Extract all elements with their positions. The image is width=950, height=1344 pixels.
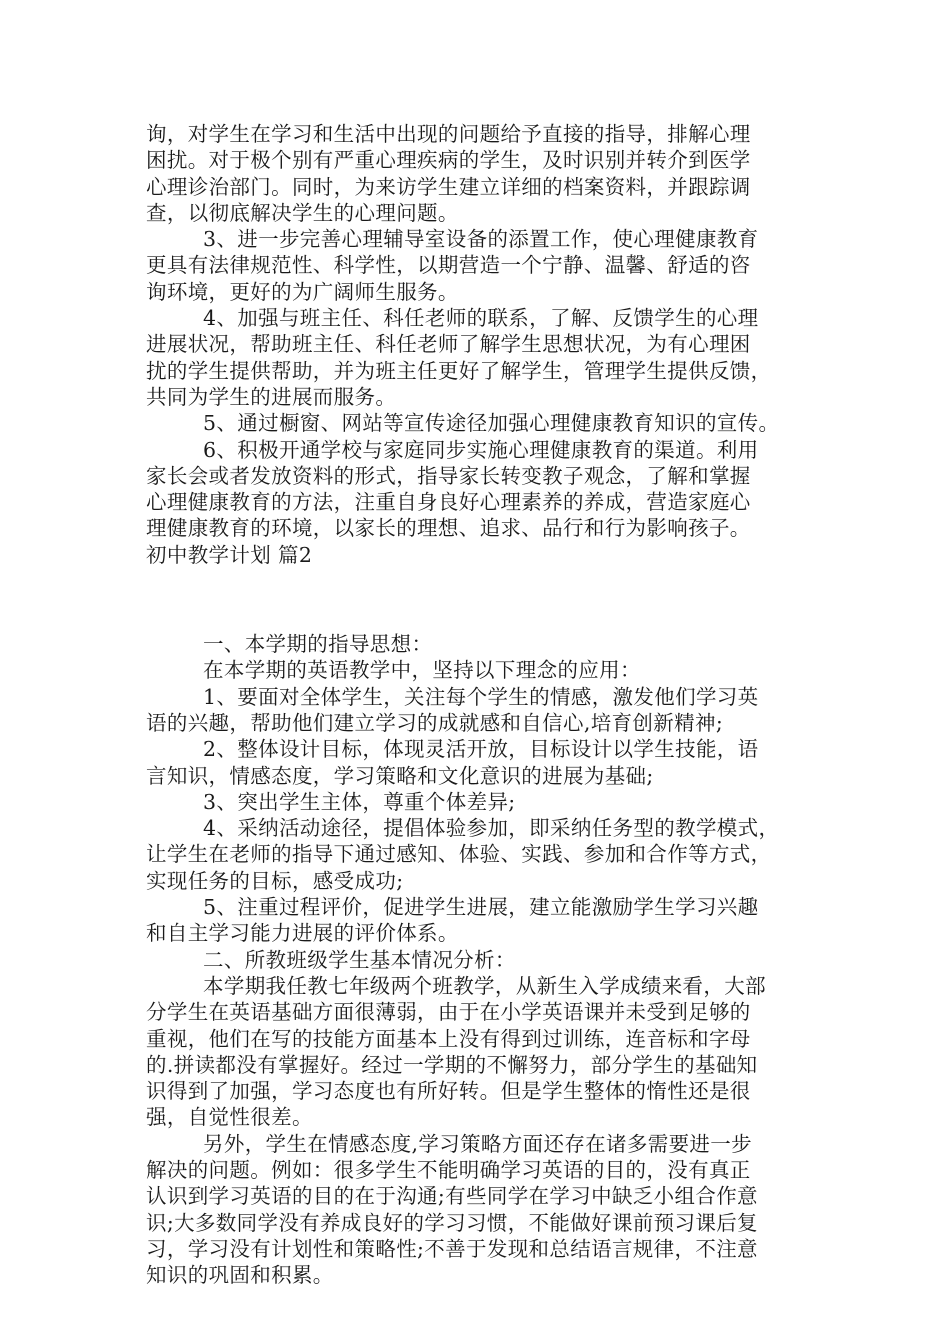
paragraph-line: 理健康教育的环境，以家长的理想、追求、品行和行为影响孩子。 <box>146 516 751 541</box>
paragraph-line: 让学生在老师的指导下通过感知、体验、实践、参加和合作等方式， <box>146 842 772 867</box>
paragraph-line: 实现任务的目标，感受成功; <box>146 868 404 893</box>
paragraph-line: 3、突出学生主体，尊重个体差异; <box>203 789 516 814</box>
section-heading: 二、所教班级学生基本情况分析： <box>203 947 516 972</box>
paragraph-line: 5、注重过程评价，促进学生进展，建立能激励学生学习兴趣 <box>203 895 759 920</box>
paragraph-line: 共同为学生的进展而服务。 <box>146 384 397 409</box>
paragraph-line: 6、积极开通学校与家庭同步实施心理健康教育的渠道。利用 <box>203 437 759 462</box>
paragraph-line: 心理诊治部门。同时，为来访学生建立详细的档案资料，并跟踪调 <box>146 174 751 199</box>
paragraph-line: 询环境，更好的为广阔师生服务。 <box>146 279 459 304</box>
paragraph-line: 分学生在英语基础方面很薄弱，由于在小学英语课并未受到足够的 <box>146 1000 751 1025</box>
paragraph-line: 识;大多数同学没有养成良好的学习习惯，不能做好课前预习课后复 <box>146 1210 758 1235</box>
paragraph-line: 5、通过橱窗、网站等宣传途径加强心理健康教育知识的宣传。 <box>203 411 780 436</box>
paragraph-line: 解决的问题。例如：很多学生不能明确学习英语的目的，没有真正 <box>146 1157 751 1182</box>
paragraph-line: 1、要面对全体学生，关注每个学生的情感，激发他们学习英 <box>203 684 759 709</box>
paragraph-line: 更具有法律规范性、科学性，以期营造一个宁静、温馨、舒适的咨 <box>146 253 751 278</box>
paragraph-line: 言知识，情感态度，学习策略和文化意识的进展为基础; <box>146 763 654 788</box>
paragraph-line: 另外，学生在情感态度,学习策略方面还存在诸多需要进一步 <box>203 1131 752 1156</box>
paragraph-line: 强，自觉性很差。 <box>146 1105 313 1130</box>
section-heading: 初中教学计划 篇2 <box>146 542 313 567</box>
paragraph-line: 家长会或者发放资料的形式，指导家长转变教子观念，了解和掌握 <box>146 463 751 488</box>
paragraph-line: 重视，他们在写的技能方面基本上没有得到过训练，连音标和字母 <box>146 1026 751 1051</box>
paragraph-line: 和自主学习能力进展的评价体系。 <box>146 921 459 946</box>
paragraph-line: 4、加强与班主任、科任老师的联系，了解、反馈学生的心理 <box>203 306 759 331</box>
paragraph-line: 识得到了加强，学习态度也有所好转。但是学生整体的惰性还是很 <box>146 1079 751 1104</box>
paragraph-line: 困扰。对于极个别有严重心理疾病的学生，及时识别并转介到医学 <box>146 148 751 173</box>
paragraph-line: 知识的巩固和积累。 <box>146 1263 334 1288</box>
paragraph-line: 心理健康教育的方法，注重自身良好心理素养的养成，营造家庭心 <box>146 490 751 515</box>
paragraph-line: 本学期我任教七年级两个班教学，从新生入学成绩来看，大部 <box>203 973 766 998</box>
paragraph-line: 扰的学生提供帮助，并为班主任更好了解学生，管理学生提供反馈， <box>146 358 772 383</box>
paragraph-line: 询，对学生在学习和生活中出现的问题给予直接的指导，排解心理 <box>146 122 751 146</box>
paragraph-line: 在本学期的英语教学中，坚持以下理念的应用： <box>203 658 641 683</box>
paragraph-line: 认识到学习英语的目的在于沟通;有些同学在学习中缺乏小组合作意 <box>146 1184 758 1209</box>
paragraph-line: 2、整体设计目标，体现灵活开放，目标设计以学生技能，语 <box>203 737 759 762</box>
paragraph-line: 4、采纳活动途径，提倡体验参加，即采纳任务型的教学模式， <box>203 816 780 841</box>
paragraph-line: 3、进一步完善心理辅导室设备的添置工作，使心理健康教育 <box>203 227 759 252</box>
blank-space <box>146 568 824 631</box>
paragraph-line: 语的兴趣，帮助他们建立学习的成就感和自信心,培育创新精神; <box>146 710 724 735</box>
section-heading: 一、本学期的指导思想： <box>203 632 433 657</box>
document-body <box>146 121 824 1288</box>
paragraph-line: 习，学习没有计划性和策略性;不善于发现和总结语言规律，不注意 <box>146 1236 758 1261</box>
paragraph-line: 进展状况，帮助班主任、科任老师了解学生思想状况，为有心理困 <box>146 332 751 357</box>
paragraph-line: 的.拼读都没有掌握好。经过一学期的不懈努力，部分学生的基础知 <box>146 1052 758 1077</box>
paragraph-line: 查，以彻底解决学生的心理问题。 <box>146 200 459 225</box>
